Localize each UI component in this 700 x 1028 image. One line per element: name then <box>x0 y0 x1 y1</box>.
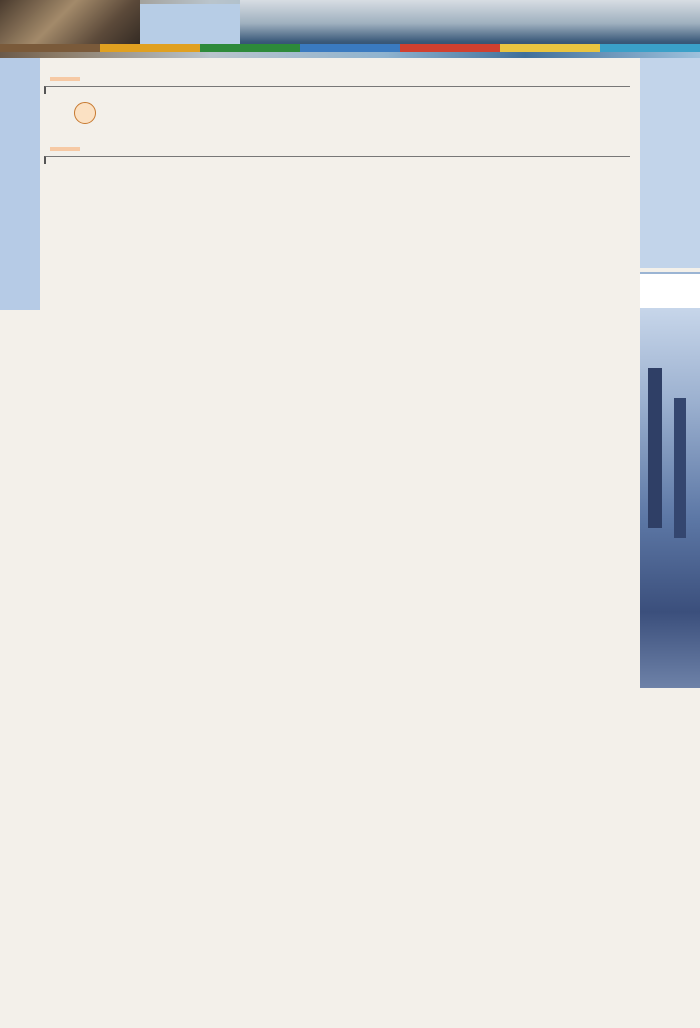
page-content <box>50 60 630 170</box>
illustration-tower <box>648 368 662 528</box>
think-tag <box>50 147 80 151</box>
think-question <box>44 156 630 164</box>
think-box-2 <box>50 138 630 164</box>
section-2-paragraph <box>50 102 630 130</box>
right-margin-bar <box>640 58 700 268</box>
page-number <box>640 272 700 310</box>
margin-illustration <box>640 308 700 688</box>
illustration-tower <box>674 398 686 538</box>
chapter-header-banner <box>0 0 700 58</box>
color-stripe <box>0 44 700 52</box>
think-box-1 <box>50 68 630 94</box>
left-margin-bar <box>0 58 40 310</box>
think-question <box>44 86 630 94</box>
think-tag <box>50 77 80 81</box>
section-number <box>74 102 96 124</box>
